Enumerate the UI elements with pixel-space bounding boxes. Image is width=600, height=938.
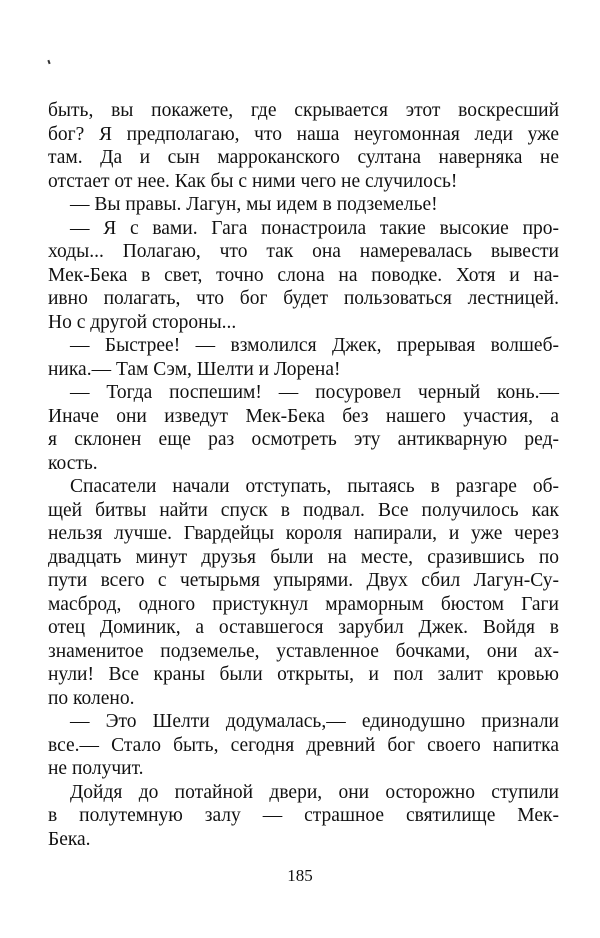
text-line: — Это Шелти додумалась,— единодушно признали	[70, 711, 559, 732]
text-line: нельзя лучше. Гвардейцы короля напирали, и уже через	[48, 523, 559, 544]
text-line: быть, вы покажете, где скрывается этот воскресший	[48, 100, 559, 121]
text-line: Дойдя до потайной двери, они осторожно ступили	[70, 781, 559, 803]
text-line: масброд, одного пристукнул мраморным бюстом Гаги	[48, 593, 559, 615]
text-line: Иначе они изведут Мек-Бека без нашего участия, а	[48, 405, 559, 427]
text-line: знаменитое подземелье, уставленное бочками, они ах-	[48, 640, 559, 662]
scan-mark	[47, 60, 50, 64]
page-body-text	[48, 99, 559, 851]
text-line: нули! Все краны были открыты, и пол залит кровью	[48, 664, 559, 685]
text-line: отец Доминик, а оставшегося зарубил Джек. Войдя в	[48, 617, 559, 638]
text-line: ходы... Полагаю, что так она намеревалась вывести	[48, 241, 559, 262]
text-line: Бека.	[48, 828, 91, 850]
text-line: Но с другой стороны...	[48, 311, 237, 333]
text-line: кость.	[48, 452, 98, 474]
text-line: бог? Я предполагаю, что наша неугомонная леди уже	[48, 123, 559, 145]
text-line: отстает от нее. Как бы с ними чего не случилось!	[48, 170, 458, 192]
text-line: двадцать минут друзья были на месте, сразившись по	[48, 546, 559, 568]
text-line: ника.— Там Сэм, Шелти и Лорена!	[48, 358, 341, 380]
text-line: — Быстрее! — взмолился Джек, прерывая волшеб-	[70, 335, 559, 356]
text-line: ивно полагать, что бог будет пользоваться лестницей.	[48, 288, 559, 309]
text-line: все.— Стало быть, сегодня древний бог своего напитка	[48, 734, 559, 756]
text-line: — Я с вами. Гага понастроила такие высокие про-	[70, 217, 559, 239]
text-line: в полутемную залу — страшное святилище Мек-	[48, 805, 559, 826]
text-line: там. Да и сын марроканского султана наверняка не	[48, 147, 559, 168]
text-line: Мек-Бека в свет, точно слона на поводке. Хотя и на-	[48, 264, 559, 286]
text-line: я склонен еще раз осмотреть эту антикварную ред-	[48, 429, 559, 450]
text-line: Спасатели начали отступать, пытаясь в разгаре об-	[70, 476, 559, 497]
text-line: пути всего с четырьмя упырями. Двух сбил Лагун-Су-	[48, 570, 559, 591]
text-line: щей битвы найти спуск в подвал. Все получилось как	[48, 499, 559, 521]
text-line: не получит.	[48, 758, 144, 779]
text-line: — Вы правы. Лагун, мы идем в подземелье!	[70, 194, 438, 215]
page-number: 185	[287, 866, 313, 885]
text-line: по колено.	[48, 687, 135, 709]
text-line: — Тогда поспешим! — посуровел черный конь.—	[70, 382, 559, 403]
